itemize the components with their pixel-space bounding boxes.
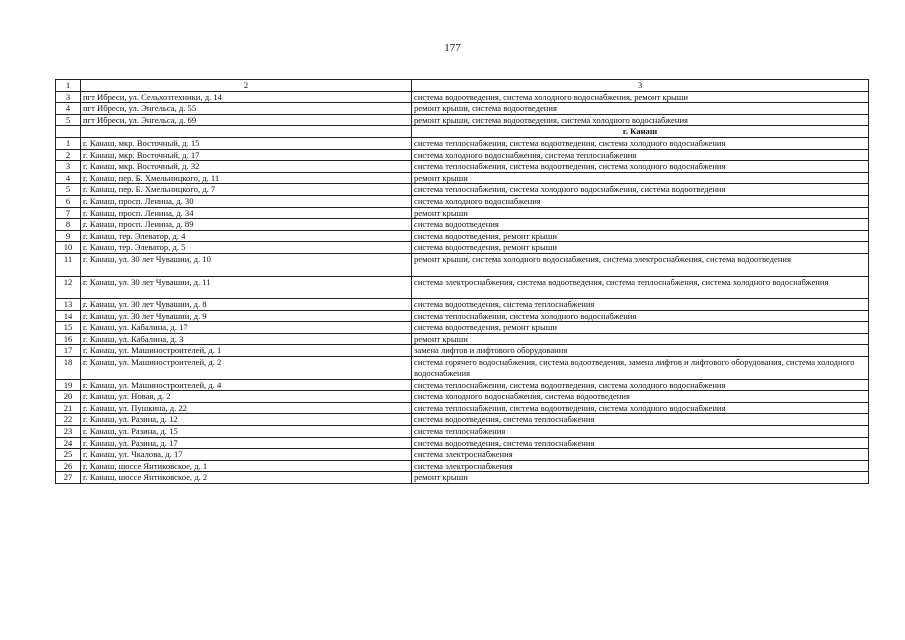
table-row <box>56 276 869 299</box>
row-number-cell: 17 <box>56 345 81 357</box>
row-address-cell: г. Канаш, тер. Элеватор, д. 5 <box>81 242 412 254</box>
row-works-cell: система теплоснабжения <box>412 426 869 438</box>
row-number-cell: 3 <box>56 91 81 103</box>
row-address-cell: г. Канаш, ул. Кабалина, д. 17 <box>81 322 412 334</box>
row-address-cell: г. Канаш, ул. Кабалина, д. 3 <box>81 333 412 345</box>
row-works-cell: система теплоснабжения, система водоотведения, система холодного водоснабжения <box>412 137 869 149</box>
row-number-cell: 4 <box>56 172 81 184</box>
row-number-cell: 12 <box>56 276 81 299</box>
row-address-cell: г. Канаш, просп. Ленина, д. 34 <box>81 207 412 219</box>
row-address-cell: г. Канаш, ул. Чкалова, д. 17 <box>81 449 412 461</box>
table-row <box>56 333 869 345</box>
row-number-cell: 2 <box>56 149 81 161</box>
row-works-cell: замена лифтов и лифтового оборудования <box>412 345 869 357</box>
row-works-cell: ремонт крыши, система водоотведения, система холодного водоснабжения <box>412 114 869 126</box>
column-works-header: 3 <box>412 80 869 92</box>
row-number-cell: 9 <box>56 230 81 242</box>
row-works-cell: система холодного водоснабжения, система водоотведения <box>412 391 869 403</box>
row-address-cell: г. Канаш, ул. 30 лет Чувашии, д. 11 <box>81 276 412 299</box>
row-works-cell: система теплоснабжения, система водоотведения, система холодного водоснабжения <box>412 161 869 173</box>
row-address-cell: пгт Ибреси, ул. Энгельса, д. 69 <box>81 114 412 126</box>
table-body <box>56 80 869 484</box>
row-number-cell: 5 <box>56 114 81 126</box>
row-address-cell: г. Канаш, просп. Ленина, д. 89 <box>81 219 412 231</box>
row-address-cell: г. Канаш, шоссе Янтиковское, д. 1 <box>81 460 412 472</box>
row-address-cell: г. Канаш, ул. Разина, д. 17 <box>81 437 412 449</box>
row-address-cell: г. Канаш, шоссе Янтиковское, д. 2 <box>81 472 412 484</box>
row-address-cell: г. Канаш, ул. 30 лет Чувашии, д. 9 <box>81 310 412 322</box>
table-row <box>56 322 869 334</box>
row-number-cell: 25 <box>56 449 81 461</box>
row-works-cell: система водоотведения, ремонт крыши <box>412 230 869 242</box>
row-works-cell: система теплоснабжения, система водоотведения, система холодного водоснабжения <box>412 379 869 391</box>
column-address-header: 2 <box>81 80 412 92</box>
row-address-cell: г. Канаш, тер. Элеватор, д. 4 <box>81 230 412 242</box>
row-number-cell: 14 <box>56 310 81 322</box>
section-heading-row <box>56 126 869 138</box>
row-address-cell: г. Канаш, ул. 30 лет Чувашии, д. 10 <box>81 253 412 276</box>
table-row <box>56 310 869 322</box>
row-number-cell: 15 <box>56 322 81 334</box>
row-number-cell: 19 <box>56 379 81 391</box>
row-number-cell: 23 <box>56 426 81 438</box>
column-number-header: 1 <box>56 80 81 92</box>
row-number-cell: 8 <box>56 219 81 231</box>
row-number-cell: 20 <box>56 391 81 403</box>
table-row <box>56 103 869 115</box>
row-address-cell: г. Канаш, ул. Разина, д. 15 <box>81 426 412 438</box>
row-works-cell: система водоотведения, система теплоснабжения <box>412 299 869 311</box>
table-row <box>56 253 869 276</box>
section-empty-cell <box>81 126 412 138</box>
row-works-cell: ремонт крыши, система водоотведения <box>412 103 869 115</box>
table-row <box>56 137 869 149</box>
row-works-cell: система водоотведения <box>412 219 869 231</box>
section-empty-cell <box>56 126 81 138</box>
table-row <box>56 426 869 438</box>
row-address-cell: г. Канаш, пер. Б. Хмельницкого, д. 11 <box>81 172 412 184</box>
row-address-cell: г. Канаш, ул. Машиностроителей, д. 1 <box>81 345 412 357</box>
works-table <box>55 79 869 484</box>
row-address-cell: г. Канаш, ул. Разина, д. 12 <box>81 414 412 426</box>
row-number-cell: 18 <box>56 357 81 380</box>
section-title: г. Канаш <box>412 126 869 138</box>
row-number-cell: 5 <box>56 184 81 196</box>
table-row <box>56 184 869 196</box>
row-number-cell: 4 <box>56 103 81 115</box>
table-row <box>56 391 869 403</box>
row-works-cell: система водоотведения, система теплоснабжения <box>412 437 869 449</box>
table-row <box>56 114 869 126</box>
row-works-cell: система холодного водоснабжения <box>412 195 869 207</box>
table-row <box>56 91 869 103</box>
row-address-cell: г. Канаш, ул. Пушкина, д. 22 <box>81 402 412 414</box>
table-row <box>56 460 869 472</box>
row-number-cell: 11 <box>56 253 81 276</box>
row-address-cell: пгт Ибреси, ул. Энгельса, д. 55 <box>81 103 412 115</box>
row-works-cell: система водоотведения, система теплоснабжения <box>412 414 869 426</box>
row-works-cell: система теплоснабжения, система водоотведения, система холодного водоснабжения <box>412 402 869 414</box>
row-address-cell: г. Канаш, ул. Машиностроителей, д. 2 <box>81 357 412 380</box>
table-header-row <box>56 80 869 92</box>
row-works-cell: система горячего водоснабжения, система водоотведения, замена лифтов и лифтового оборудования, система холодного водоснабжения <box>412 357 869 380</box>
row-number-cell: 13 <box>56 299 81 311</box>
row-works-cell: ремонт крыши <box>412 472 869 484</box>
row-works-cell: система электроснабжения <box>412 449 869 461</box>
row-address-cell: г. Канаш, мкр. Восточный, д. 17 <box>81 149 412 161</box>
row-number-cell: 27 <box>56 472 81 484</box>
row-address-cell: г. Канаш, мкр. Восточный, д. 32 <box>81 161 412 173</box>
row-number-cell: 21 <box>56 402 81 414</box>
row-works-cell: система холодного водоснабжения, система теплоснабжения <box>412 149 869 161</box>
table-row <box>56 449 869 461</box>
row-address-cell: г. Канаш, ул. Новая, д. 2 <box>81 391 412 403</box>
table-row <box>56 345 869 357</box>
row-number-cell: 1 <box>56 137 81 149</box>
row-address-cell: г. Канаш, ул. Машиностроителей, д. 4 <box>81 379 412 391</box>
table-row <box>56 402 869 414</box>
row-number-cell: 16 <box>56 333 81 345</box>
row-address-cell: г. Канаш, мкр. Восточный, д. 15 <box>81 137 412 149</box>
page-number: 177 <box>444 42 461 54</box>
table-row <box>56 230 869 242</box>
row-number-cell: 7 <box>56 207 81 219</box>
row-works-cell: ремонт крыши, система холодного водоснабжения, система электроснабжения, система водоотведения <box>412 253 869 276</box>
row-number-cell: 6 <box>56 195 81 207</box>
row-works-cell: система электроснабжения <box>412 460 869 472</box>
table-row <box>56 195 869 207</box>
row-address-cell: г. Канаш, просп. Ленина, д. 30 <box>81 195 412 207</box>
table-row <box>56 207 869 219</box>
table-row <box>56 414 869 426</box>
row-address-cell: пгт Ибреси, ул. Сельхозтехники, д. 14 <box>81 91 412 103</box>
table-row <box>56 357 869 380</box>
table-row <box>56 149 869 161</box>
row-works-cell: ремонт крыши <box>412 207 869 219</box>
row-works-cell: ремонт крыши <box>412 172 869 184</box>
table-row <box>56 242 869 254</box>
table-row <box>56 379 869 391</box>
row-number-cell: 26 <box>56 460 81 472</box>
table-row <box>56 219 869 231</box>
row-works-cell: система водоотведения, ремонт крыши <box>412 242 869 254</box>
table-row <box>56 172 869 184</box>
table-row <box>56 437 869 449</box>
row-address-cell: г. Канаш, ул. 30 лет Чувашии, д. 8 <box>81 299 412 311</box>
table-row <box>56 299 869 311</box>
row-number-cell: 10 <box>56 242 81 254</box>
row-works-cell: ремонт крыши <box>412 333 869 345</box>
row-works-cell: система электроснабжения, система водоотведения, система теплоснабжения, система холодного водоснабжения <box>412 276 869 299</box>
row-number-cell: 22 <box>56 414 81 426</box>
row-works-cell: система водоотведения, ремонт крыши <box>412 322 869 334</box>
row-number-cell: 24 <box>56 437 81 449</box>
row-address-cell: г. Канаш, пер. Б. Хмельницкого, д. 7 <box>81 184 412 196</box>
table-row <box>56 472 869 484</box>
row-works-cell: система водоотведения, система холодного водоснабжения, ремонт крыши <box>412 91 869 103</box>
row-works-cell: система теплоснабжения, система холодного водоснабжения <box>412 310 869 322</box>
table-row <box>56 161 869 173</box>
row-works-cell: система теплоснабжения, система холодного водоснабжения, система водоотведения <box>412 184 869 196</box>
row-number-cell: 3 <box>56 161 81 173</box>
